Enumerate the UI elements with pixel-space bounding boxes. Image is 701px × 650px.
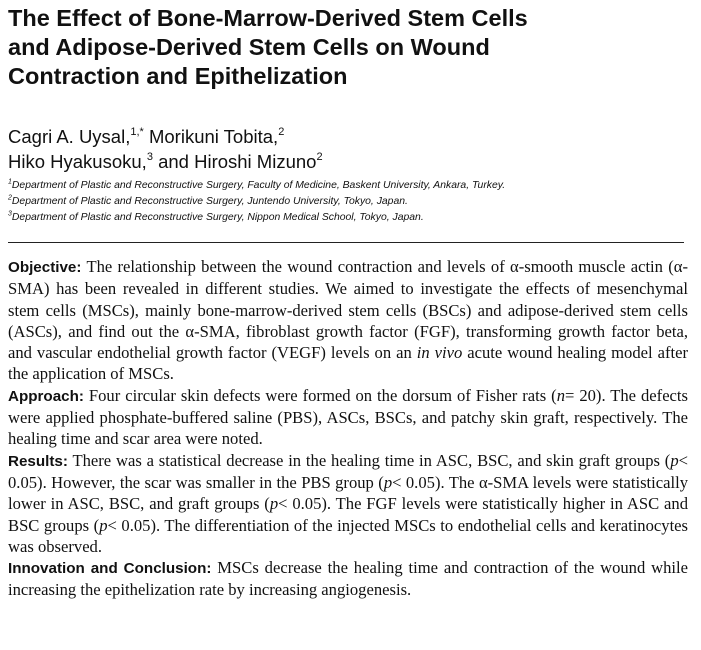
section-divider	[8, 242, 684, 243]
affiliation-number: 2	[8, 194, 12, 202]
author-name: Hiroshi Mizuno	[194, 151, 317, 172]
author-affiliation-mark: 2	[316, 150, 323, 163]
innovation-text: MSCs decrease the healing time and contraction of the wound while increasing the epithelization rate by increasing angiogenesis.	[8, 558, 688, 600]
objective-text: acute wound healing model after the application of MSCs.	[8, 343, 688, 384]
abstract	[8, 256, 688, 601]
abstract-objective	[8, 256, 688, 385]
affiliation-number: 1	[8, 178, 12, 186]
results-text: ). However, the scar was smaller in the PBS group (	[37, 472, 384, 492]
affiliation	[8, 194, 698, 210]
affiliation-list	[8, 178, 698, 226]
author-affiliation-mark: 3	[146, 150, 153, 163]
affiliation-text: Department of Plastic and Reconstructive Surgery, Faculty of Medicine, Baskent University, Ankara, Turkey.	[11, 180, 506, 191]
title-line: and Adipose-Derived Stem Cells on Wound	[8, 34, 490, 60]
author-line	[8, 124, 688, 149]
author-affiliation-mark: 2	[278, 125, 285, 138]
approach-text: = 20). The defects were applied phosphate-buffered saline (PBS), ASCs, BSCs, and patchy skin graft, respectively. The healing time and scar area were noted.	[8, 385, 688, 449]
results-text: ). The α-SMA levels were statistically lower in ASC, BSC, and graft groups (	[8, 472, 689, 514]
affiliation	[8, 178, 698, 194]
abstract-results	[8, 450, 688, 557]
abstract-innovation	[8, 557, 688, 601]
objective-label: Objective:	[8, 259, 82, 276]
affiliation	[8, 210, 698, 226]
p-value: < 0.05	[392, 472, 435, 492]
approach-n: n	[556, 385, 565, 405]
p-symbol: p	[670, 450, 679, 470]
objective-text: The relationship between the wound contraction and levels of α-smooth muscle actin (α-SMA) has been revealed in different studies. We aimed to investigate the effects of mesenchymal stem cells (MSCs), mainly bone-marrow-derived stem cells (BSCs) and adipose-derived stem cells (ASCs), and find out the α-SMA, fibroblast growth factor (FGF), transforming growth factor beta, and vascular endothelial growth factor (VEGF) levels on an	[8, 257, 688, 363]
author-name: Morikuni Tobita,	[148, 126, 279, 147]
results-text: ). The differentiation of the injected MSCs to endothelial cells and keratinocytes was observed.	[8, 515, 688, 556]
results-label: Results:	[8, 452, 68, 470]
affiliation-text: Department of Plastic and Reconstructive Surgery, Nippon Medical School, Tokyo, Japan.	[11, 212, 424, 223]
author-conjunction: and	[158, 151, 189, 172]
article-title	[8, 4, 688, 91]
p-value: < 0.05	[8, 450, 688, 492]
affiliation-text: Department of Plastic and Reconstructive Surgery, Juntendo University, Tokyo, Japan.	[11, 196, 408, 207]
results-text: There was a statistical decrease in the healing time in ASC, BSC, and skin graft groups (	[72, 450, 671, 470]
innovation-label: Innovation and Conclusion:	[8, 560, 212, 578]
objective-italic: in vivo	[416, 343, 463, 363]
author-list	[8, 124, 688, 174]
approach-text: Four circular skin defects were formed on the dorsum of Fisher rats (	[88, 385, 557, 405]
p-symbol: p	[99, 515, 108, 535]
title-line: The Effect of Bone-Marrow-Derived Stem Cells	[8, 5, 528, 31]
author-name: Hiko Hyakusoku,	[8, 151, 147, 172]
p-value: < 0.05	[107, 515, 151, 535]
results-text: ). The FGF levels were statistically higher in ASC and BSC groups (	[8, 494, 689, 535]
p-symbol: p	[269, 494, 279, 514]
abstract-approach	[8, 385, 688, 450]
author-line	[8, 149, 688, 174]
p-symbol: p	[383, 472, 393, 492]
title-line: Contraction and Epithelization	[8, 63, 348, 89]
approach-label: Approach:	[8, 387, 84, 405]
affiliation-number: 3	[8, 210, 12, 218]
author-name: Cagri A. Uysal,	[8, 126, 131, 147]
p-value: < 0.05	[278, 494, 322, 514]
author-affiliation-mark: 1,*	[130, 125, 144, 138]
